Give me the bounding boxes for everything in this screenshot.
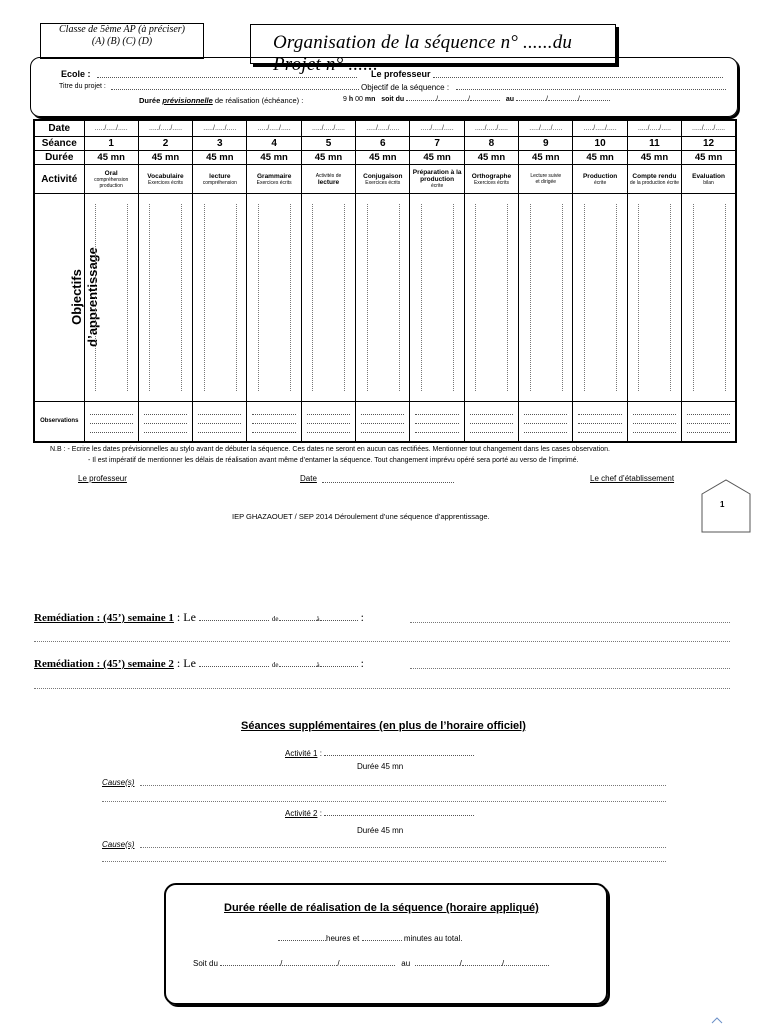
date-cell[interactable]: ...../...../..... xyxy=(464,120,518,136)
objectif-cell[interactable] xyxy=(682,194,736,402)
duree-value: 45 mn xyxy=(84,151,138,165)
objectif-cell[interactable] xyxy=(627,194,681,402)
observation-cell[interactable] xyxy=(193,401,247,442)
seance-number: 9 xyxy=(519,136,573,150)
professeur-field[interactable] xyxy=(433,77,723,78)
remediation-2-date[interactable] xyxy=(199,666,269,667)
observation-cell[interactable] xyxy=(464,401,518,442)
activite-2-label: Activité 2 xyxy=(285,809,318,818)
activity-cell xyxy=(464,165,518,194)
remediation-2-le: : Le xyxy=(176,656,196,670)
observation-cell[interactable] xyxy=(247,401,301,442)
soit-du: soit du xyxy=(381,96,405,103)
hours-value: 9 xyxy=(343,96,347,103)
duree-value: 45 mn xyxy=(247,151,301,165)
objectif-cell[interactable] xyxy=(573,194,627,402)
seance-number: 12 xyxy=(682,136,736,150)
class-line-2: (A) (B) (C) (D) xyxy=(91,36,153,47)
remediation-1-to[interactable] xyxy=(320,620,358,621)
reel-end-month[interactable] xyxy=(462,965,502,966)
minutes-label: minutes au total. xyxy=(403,934,463,943)
ecole-label: Ecole : xyxy=(61,69,91,79)
cause-1-line-2[interactable] xyxy=(102,801,666,802)
reel-end-year[interactable] xyxy=(504,965,549,966)
seance-number: 4 xyxy=(247,136,301,150)
remediation-2-to[interactable] xyxy=(320,666,358,667)
activity-name: Oral xyxy=(104,169,118,177)
activite-2-duree: Durée 45 mn xyxy=(357,826,404,835)
seance-number: 11 xyxy=(627,136,681,150)
mins-value: 00 xyxy=(355,96,363,103)
observations-label: Observations xyxy=(34,401,84,442)
observation-cell[interactable] xyxy=(682,401,736,442)
footer-reference: IEP GHAZAOUET / SEP 2014 Déroulement d’une séquence d’apprentissage. xyxy=(232,512,490,521)
observation-cell[interactable] xyxy=(519,401,573,442)
activite-label: Activité xyxy=(34,165,84,194)
activity-detail: compréhension production xyxy=(94,176,129,189)
objectif-cell[interactable] xyxy=(410,194,464,402)
seance-label: Séance xyxy=(34,136,84,150)
duree-value: 45 mn xyxy=(193,151,247,165)
remediation-1: Remédiation : (45’) semaine 1 : Le de à : xyxy=(34,610,364,624)
page-title: Organisation de la séquence n° ......du Projet n° ...... xyxy=(273,32,573,75)
objectif-sequence-field[interactable] xyxy=(456,89,726,90)
activity-detail: compréhension xyxy=(202,179,237,186)
end-day[interactable] xyxy=(516,100,546,101)
date-cell[interactable]: ...../...../..... xyxy=(301,120,355,136)
observation-cell[interactable] xyxy=(301,401,355,442)
reel-start-day[interactable] xyxy=(220,965,280,966)
titre-projet-label: Titre du projet : xyxy=(59,83,106,90)
observation-cell[interactable] xyxy=(138,401,192,442)
date-cell[interactable]: ...../...../..... xyxy=(138,120,192,136)
remediation-1-label: Remédiation : (45’) semaine 1 xyxy=(34,612,174,624)
activity-cell xyxy=(247,165,301,194)
objectif-cell[interactable] xyxy=(247,194,301,402)
duree-prefix: Durée xyxy=(139,96,161,105)
activity-cell xyxy=(627,165,681,194)
au-label: au xyxy=(505,96,515,103)
seance-number: 2 xyxy=(138,136,192,150)
page-number: 1 xyxy=(720,500,725,509)
date-cell[interactable]: ...../...../..... xyxy=(573,120,627,136)
objectifs-row xyxy=(34,194,736,402)
activity-name: Orthographe xyxy=(471,172,512,180)
duree-suffix: de réalisation (échéance) : xyxy=(214,96,304,105)
page-tag-icon xyxy=(700,478,752,536)
minutes-field[interactable] xyxy=(362,940,402,941)
activity-detail: Exercices écrits xyxy=(256,179,292,186)
remediation-2: Remédiation : (45’) semaine 2 : Le de à : xyxy=(34,656,364,670)
hours-unit: h xyxy=(348,96,354,103)
date-cell[interactable]: ...../...../..... xyxy=(84,120,138,136)
date-cell[interactable]: ...../...../..... xyxy=(356,120,410,136)
activity-detail: écrite xyxy=(431,183,444,190)
end-month[interactable] xyxy=(548,100,578,101)
seance-row xyxy=(34,136,736,150)
class-line-1: Classe de 5ème AP (à préciser) xyxy=(59,24,185,35)
remediation-2-de: de xyxy=(271,661,279,669)
cause-2-label: Cause(s) xyxy=(102,840,135,849)
remediation-1-line-2[interactable] xyxy=(34,641,730,642)
end-year[interactable] xyxy=(580,100,610,101)
signature-professeur: Le professeur xyxy=(78,474,127,483)
remediation-1-from[interactable] xyxy=(279,620,317,621)
seance-number: 8 xyxy=(464,136,518,150)
info-box xyxy=(30,57,738,117)
remediation-2-a: à xyxy=(316,661,320,669)
cause-2-line-2[interactable] xyxy=(102,861,666,862)
remediation-1-date[interactable] xyxy=(199,620,269,621)
activity-cell xyxy=(410,165,464,194)
reel-start-year[interactable] xyxy=(340,965,395,966)
objectifs-label-cell xyxy=(34,194,100,402)
activity-cell xyxy=(138,165,192,194)
activity-detail: lecture xyxy=(317,178,340,186)
cause-2-line[interactable] xyxy=(140,847,666,848)
activity-name: Conjugaison xyxy=(363,172,403,180)
cause-1-label: Cause(s) xyxy=(102,778,135,787)
date-label: Date xyxy=(34,120,84,136)
mins-unit: mn xyxy=(364,96,376,103)
activity-name: Evaluation xyxy=(692,172,725,180)
duree-value: 45 mn xyxy=(573,151,627,165)
sequence-table xyxy=(33,119,737,443)
duree-value: 45 mn xyxy=(519,151,573,165)
class-box xyxy=(40,23,204,59)
seance-number: 10 xyxy=(573,136,627,150)
heures-field[interactable] xyxy=(278,940,326,941)
signature-date-field[interactable] xyxy=(322,482,454,483)
activite-2: Activité 2 : xyxy=(285,809,474,818)
activity-cell xyxy=(573,165,627,194)
remediation-2-label: Remédiation : (45’) semaine 2 xyxy=(34,658,174,670)
activity-detail: écrite xyxy=(594,179,607,186)
duree-value: 45 mn xyxy=(356,151,410,165)
observation-cell[interactable] xyxy=(627,401,681,442)
reel-soit-du: Soit du xyxy=(193,959,218,968)
date-cell[interactable]: ...../...../..... xyxy=(193,120,247,136)
seance-number: 3 xyxy=(193,136,247,150)
activity-cell xyxy=(301,165,355,194)
activity-detail: Exercices écrits xyxy=(365,179,401,186)
objectif-cell[interactable] xyxy=(301,194,355,402)
nb-note-1: N.B : - Ecrire les dates prévisionnelles au stylo avant de débuter la séquence. Ces dates ne seront en aucun cas rectifiées. Mentionner tout changement dans les cases observation. xyxy=(50,446,610,453)
date-cell[interactable]: ...../...../..... xyxy=(627,120,681,136)
corner-mark-icon xyxy=(710,1016,724,1024)
remediation-1-line[interactable] xyxy=(410,622,730,623)
duree-value: 45 mn xyxy=(301,151,355,165)
signature-chef: Le chef d’établissement xyxy=(590,474,675,483)
objectif-cell[interactable] xyxy=(138,194,192,402)
activite-2-field[interactable] xyxy=(324,815,474,816)
remediation-1-a: à xyxy=(316,615,320,623)
activity-detail: Exercices écrits xyxy=(147,179,183,186)
date-cell[interactable]: ...../...../..... xyxy=(410,120,464,136)
duree-label: Durée xyxy=(34,151,84,165)
activity-name: Grammaire xyxy=(256,172,292,180)
duree-value: 45 mn xyxy=(627,151,681,165)
observation-cell[interactable] xyxy=(573,401,627,442)
objectif-cell[interactable] xyxy=(519,194,573,402)
objectif-cell[interactable] xyxy=(193,194,247,402)
cause-1-line[interactable] xyxy=(140,785,666,786)
observation-cell[interactable] xyxy=(410,401,464,442)
date-cell[interactable]: ...../...../..... xyxy=(247,120,301,136)
observation-cell[interactable] xyxy=(84,401,138,442)
objectifs-label-2: d’apprentissage xyxy=(84,247,100,348)
date-cell[interactable]: ...../...../..... xyxy=(682,120,736,136)
duree-reelle-box xyxy=(164,883,608,1005)
activity-name: Préparation à la production xyxy=(412,169,462,184)
remediation-2-line-2[interactable] xyxy=(34,688,730,689)
objectif-cell[interactable] xyxy=(84,194,138,402)
nb-note-2: - Il est impératif de mentionner les délais de réalisation avant même d’entamer la séquence. Tout changement imprévu opéré sera porté au verso de l’imprimé. xyxy=(88,457,579,464)
seance-number: 6 xyxy=(356,136,410,150)
activite-1-field[interactable] xyxy=(324,755,474,756)
seance-number: 7 xyxy=(410,136,464,150)
objectifs-label-1: Objectifs xyxy=(68,269,84,326)
duree-reelle-dates: Soit du / / au / / xyxy=(193,959,549,968)
heures-label: heures et xyxy=(326,934,360,943)
activity-name: Compte rendu xyxy=(632,172,677,180)
signature-date: Date xyxy=(300,474,317,483)
activite-1: Activité 1 : xyxy=(285,749,474,758)
activity-cell xyxy=(356,165,410,194)
titre-projet-field[interactable] xyxy=(111,89,359,90)
activite-1-duree: Durée 45 mn xyxy=(357,762,404,771)
activity-detail: de la production écrite xyxy=(629,179,680,186)
activity-name: Activités de xyxy=(315,172,342,179)
duree-value: 45 mn xyxy=(138,151,192,165)
seance-number: 1 xyxy=(84,136,138,150)
observation-cell[interactable] xyxy=(356,401,410,442)
activity-detail: et dirigée xyxy=(535,179,557,186)
activity-cell xyxy=(193,165,247,194)
activity-detail: bilan xyxy=(703,179,714,186)
ecole-field[interactable] xyxy=(97,77,357,78)
supp-title: Séances supplémentaires (en plus de l’horaire officiel) xyxy=(241,720,526,732)
duree-reelle-total xyxy=(278,934,463,943)
objectif-cell[interactable] xyxy=(356,194,410,402)
activite-row xyxy=(34,165,736,194)
activity-name: Vocabulaire xyxy=(147,172,184,180)
objectif-cell[interactable] xyxy=(464,194,518,402)
duree-value: 45 mn xyxy=(410,151,464,165)
activity-name: Lecture suivie xyxy=(530,173,562,180)
start-month[interactable] xyxy=(438,100,468,101)
duree-reelle-title: Durée réelle de réalisation de la séquence (horaire appliqué) xyxy=(224,902,539,914)
remediation-1-le: : Le xyxy=(176,610,196,624)
seance-number: 5 xyxy=(301,136,355,150)
duree-value: 45 mn xyxy=(682,151,736,165)
activity-cell xyxy=(682,165,736,194)
objectif-sequence-label: Objectif de la séquence : xyxy=(361,83,450,92)
activity-name: lecture xyxy=(209,172,231,180)
activity-cell xyxy=(519,165,573,194)
duree-italic: prévisionnelle xyxy=(162,96,213,105)
reel-end-day[interactable] xyxy=(415,965,460,966)
observations-row xyxy=(34,401,736,442)
activity-name: Production xyxy=(582,172,618,180)
remediation-2-from[interactable] xyxy=(279,666,317,667)
professeur-label: Le professeur xyxy=(371,69,431,79)
reel-au: au xyxy=(401,959,411,968)
activity-detail: Exercices écrits xyxy=(473,179,509,186)
activity-cell xyxy=(84,165,138,194)
duree-row xyxy=(34,151,736,165)
duree-values: 9 h 00 mn soit du / / au / / xyxy=(343,96,610,103)
reel-start-month[interactable] xyxy=(282,965,337,966)
duree-value: 45 mn xyxy=(464,151,518,165)
duree-line xyxy=(139,96,303,105)
start-year[interactable] xyxy=(470,100,500,101)
date-row xyxy=(34,120,736,136)
remediation-1-de: de xyxy=(271,615,279,623)
activite-1-label: Activité 1 xyxy=(285,749,318,758)
date-cell[interactable]: ...../...../..... xyxy=(519,120,573,136)
start-day[interactable] xyxy=(406,100,436,101)
remediation-2-line[interactable] xyxy=(410,668,730,669)
